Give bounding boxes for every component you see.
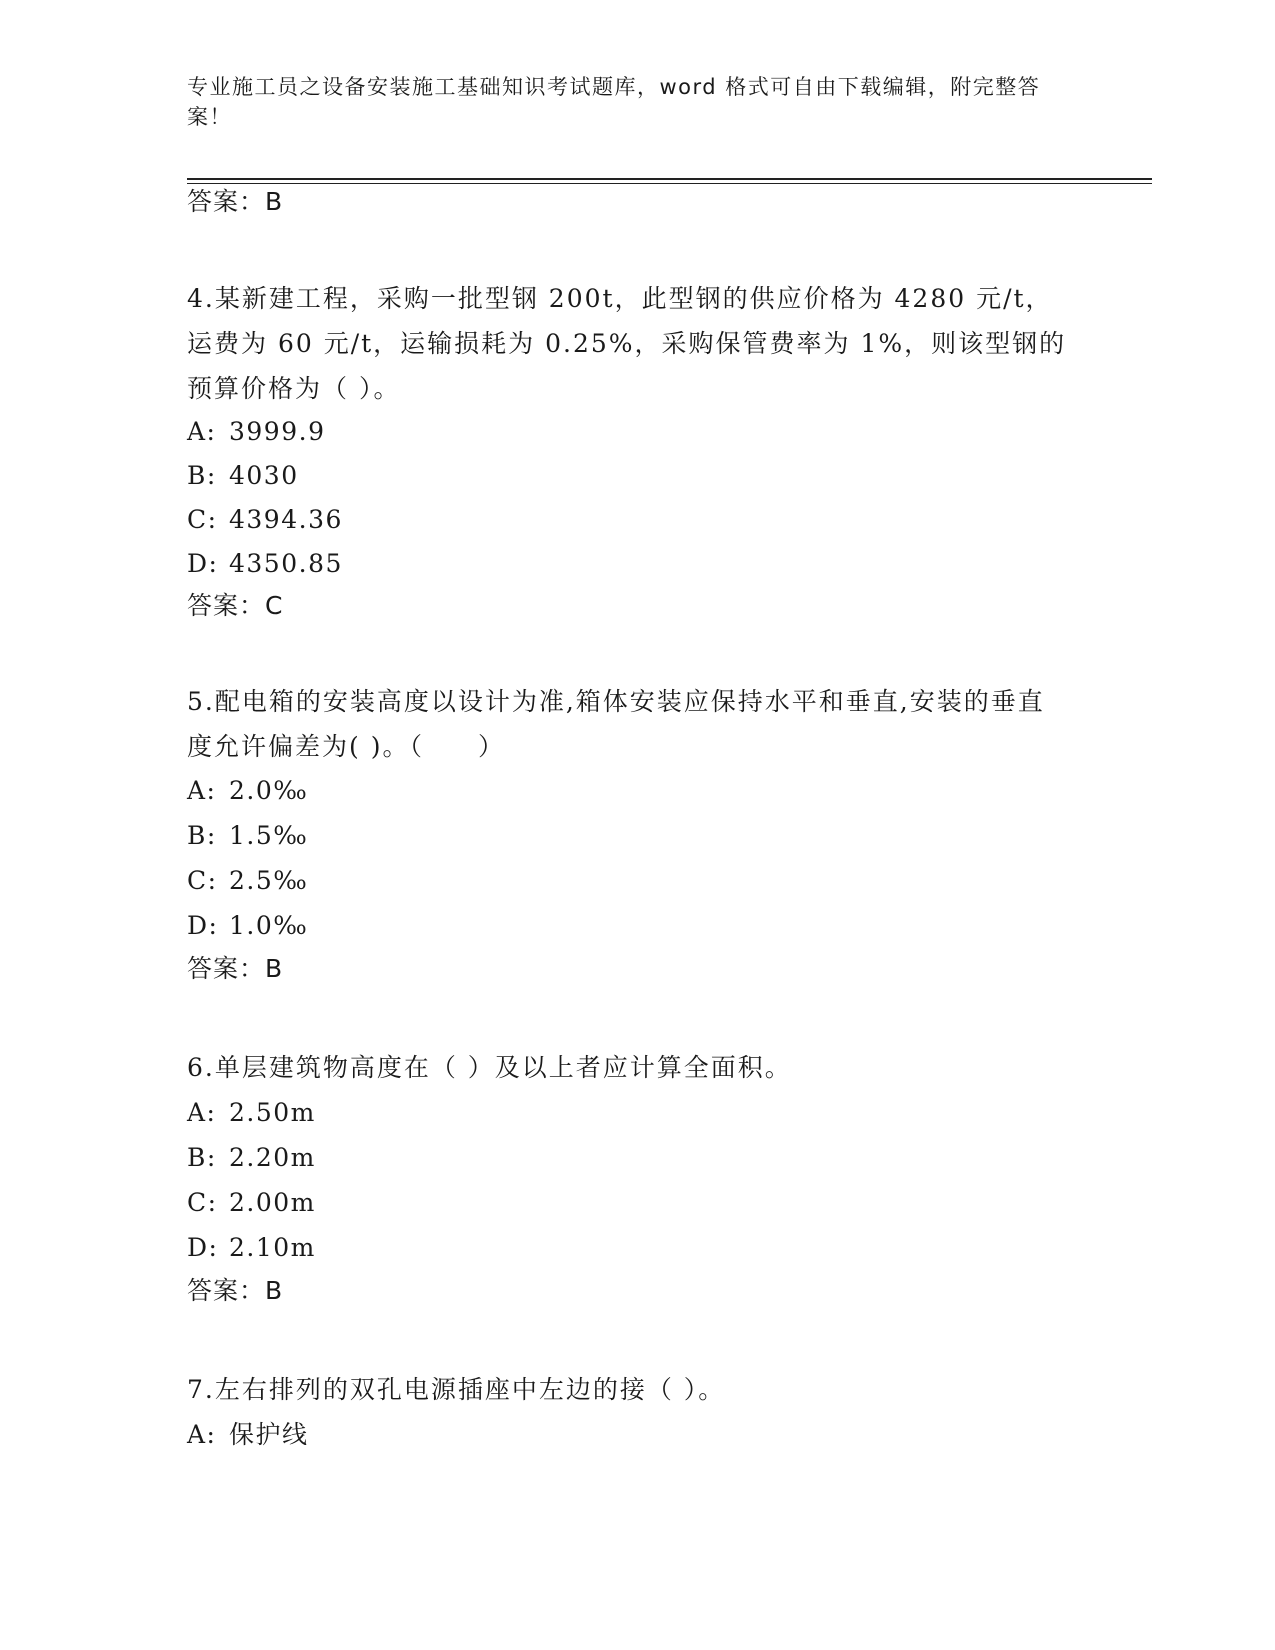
option-text: 1.5‰ [229,821,309,850]
question-4-option-b [187,460,299,492]
page-header-title: 专业施工员之设备安装施工基础知识考试题库，word 格式可自由下载编辑，附完整答案！ [187,75,1041,129]
option-text: 2.50m [229,1098,316,1127]
option-key: A: [187,1098,217,1127]
option-text: 3999.9 [229,417,326,446]
option-key: C: [187,505,218,534]
question-4-option-a [187,416,325,448]
answer-q3: 答案：B [187,187,284,216]
question-6-option-c [187,1187,316,1219]
question-4-stem: 4.某新建工程，采购一批型钢 200t，此型钢的供应价格为 4280 元/t，运费为 60 元/t，运输损耗为 0.25%，采购保管费率为 1%，则该型钢的预算价格为（ ）。 [187,284,1067,403]
option-key: A: [187,1420,217,1449]
option-text: 2.10m [229,1233,316,1262]
option-key: D: [187,549,219,578]
question-7-stem: 7.左右排列的双孔电源插座中左边的接（ ）。 [187,1375,726,1404]
option-key: B: [187,1143,217,1172]
option-text: 2.0‰ [229,776,309,805]
option-key: A: [187,417,217,446]
option-text: 4350.85 [229,549,343,578]
option-key: B: [187,821,217,850]
option-key: D: [187,1233,219,1262]
question-6-stem: 6.单层建筑物高度在（ ）及以上者应计算全面积。 [187,1053,792,1082]
option-text: 2.00m [229,1188,316,1217]
answer-q5: 答案：B [187,954,284,983]
question-5-option-c [187,865,308,897]
question-6-option-a [187,1097,316,1129]
option-text: 4030 [229,461,299,490]
option-key: C: [187,866,218,895]
option-text: 4394.36 [229,505,343,534]
header-rule-thin [187,183,1152,184]
option-text: 2.5‰ [229,866,309,895]
option-key: A: [187,776,217,805]
header-rule-thick [187,178,1152,180]
question-4-option-d [187,548,343,580]
option-text: 1.0‰ [229,911,309,940]
question-4-option-c [187,504,343,536]
option-key: B: [187,461,217,490]
question-5-option-d [187,910,308,942]
question-5-stem: 5.配电箱的安装高度以设计为准,箱体安装应保持水平和垂直,安装的垂直度允许偏差为( )。（ ） [187,687,1045,761]
option-key: D: [187,911,219,940]
question-6-option-b [187,1142,316,1174]
option-key: C: [187,1188,218,1217]
question-5-option-a [187,775,308,807]
answer-q4: 答案：C [187,591,284,620]
option-text: 保护线 [229,1420,309,1449]
question-5-option-b [187,820,308,852]
option-text: 2.20m [229,1143,316,1172]
question-6-option-d [187,1232,316,1264]
answer-q6: 答案：B [187,1276,284,1305]
question-7-option-a [187,1419,309,1451]
